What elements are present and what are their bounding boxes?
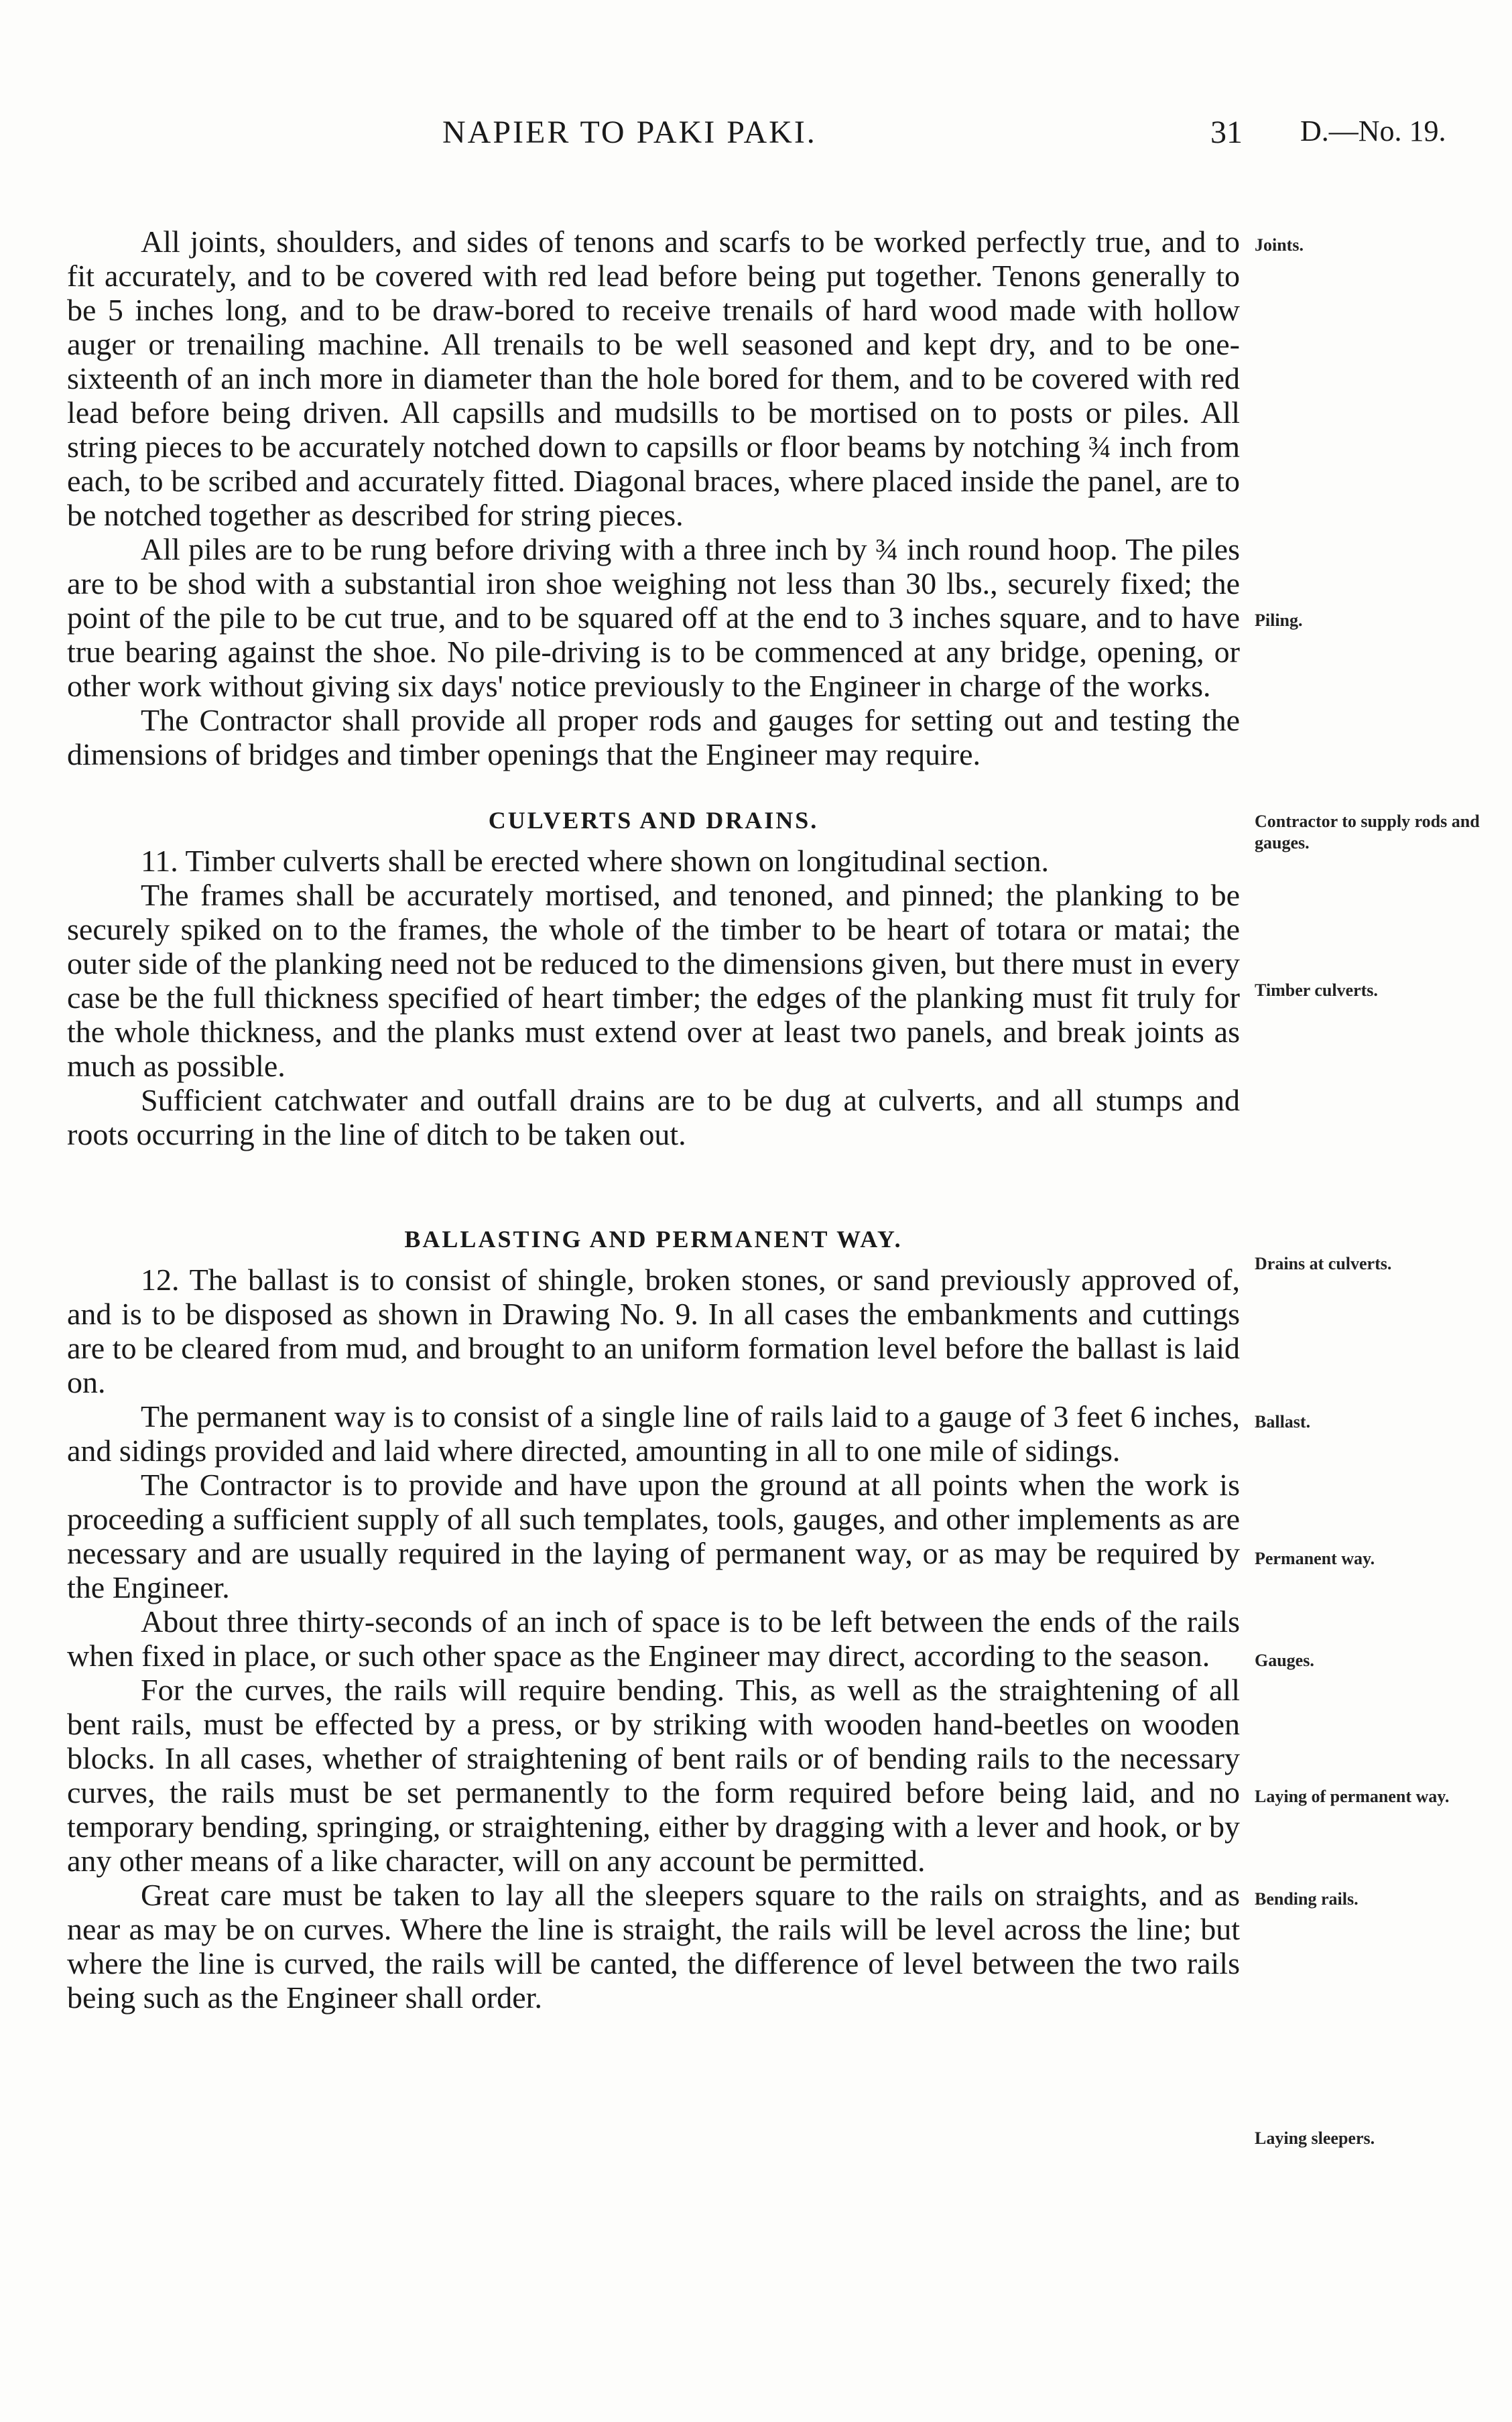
paragraph-permanent-way: The permanent way is to consist of a single line of rails laid to a gauge of 3 feet 6 inches, and sidings provided and laid where directed, amounting in all to one mile of sidings. <box>67 1399 1240 1468</box>
margin-note-joints: Joints. <box>1255 235 1304 255</box>
page-number: 31 <box>1210 115 1243 150</box>
page-header <box>0 114 1512 168</box>
margin-note-gauges: Gauges. <box>1255 1651 1314 1670</box>
margin-note-permanent-way: Permanent way. <box>1255 1549 1375 1568</box>
document-reference: D.—No. 19. <box>1300 115 1446 147</box>
margin-note-contractor: Contractor to supply rods and gauges. <box>1255 812 1480 852</box>
paragraph-timber-culverts: 11. Timber culverts shall be erected where shown on longitudinal section. <box>141 844 1050 878</box>
margin-note-piling: Piling. <box>1255 611 1303 630</box>
main-text <box>67 225 1240 2015</box>
margin-note-timber-culverts: Timber culverts. <box>1255 980 1378 1000</box>
paragraph-rods-gauges: The Contractor shall provide all proper rods and gauges for setting out and testing the dimensions of bridges and timber openings that the Engineer may require. <box>67 703 1240 771</box>
paragraph-gauges: The Contractor is to provide and have upon the ground at all points when the work is proceeding a sufficient supply of all such templates, tools, gauges, and other implements as are necessary and are usually required in the laying of permanent way, or as may be required by the Engineer. <box>67 1468 1240 1604</box>
paragraph-drains: Sufficient catchwater and outfall drains are to be dug at culverts, and all stumps and roots occurring in the line of ditch to be taken out. <box>67 1083 1240 1151</box>
margin-note-bending-rails: Bending rails. <box>1255 1889 1359 1909</box>
running-title: NAPIER TO PAKI PAKI. <box>442 115 817 150</box>
margin-note-ballast: Ballast. <box>1255 1412 1311 1431</box>
heading-culverts-drains: CULVERTS AND DRAINS. <box>488 807 819 834</box>
paragraph-ballast: 12. The ballast is to consist of shingle, broken stones, or sand previously approved of, and is to be disposed as shown in Drawing No. 9. In all cases the embankments and cuttings are to be cleared from mud, and brought to an uniform formation level before the ballast is laid on. <box>67 1263 1240 1399</box>
paragraph-laying-sleepers: Great care must be taken to lay all the sleepers square to the rails on straights, and as near as may be on curves. Where the line is straight, the rails will be level across the line; but where the line is curved, the rails will be canted, the difference of level between the two rails being such as the Engineer shall order. <box>67 1878 1240 2015</box>
margin-note-laying-sleepers: Laying sleepers. <box>1255 2128 1375 2148</box>
paragraph-joints: All joints, shoulders, and sides of tenons and scarfs to be worked perfectly true, and to fit accurately, and to be covered with red lead before being put together. Tenons generally to be 5 inches long, and to be draw-bored to receive trenails of hard wood made with hollow auger or trenailing machine. All trenails to be well seasoned and kept dry, and to be one-sixteenth of an inch more in diameter than the hole bored for them, and to be covered with red lead before being driven. All capsills and mudsills to be mortised on to posts or piles. All string pieces to be accurately notched down to capsills or floor beams by notching ¾ inch from each, to be scribed and accurately fitted. Diagonal braces, where placed inside the panel, are to be notched together as described for string pieces. <box>67 225 1240 532</box>
paragraph-bending-rails: For the curves, the rails will require bending. This, as well as the straightening of all bent rails, must be effected by a press, or by striking with wooden hand-beetles on wooden blocks. In all cases, whether of straightening of bent rails or of bending rails to the necessary curves, the rails must be set permanently to the form required before being laid, and no temporary bending, springing, or straightening, either by dragging with a lever and hook, or by any other means of a like character, will on any account be permitted. <box>67 1673 1240 1878</box>
paragraph-piling: All piles are to be rung before driving with a three inch by ¾ inch round hoop. The piles are to be shod with a substantial iron shoe weighing not less than 30 lbs., securely fixed; the point of the pile to be cut true, and to be squared off at the end to 3 inches square, and to have true bearing against the shoe. No pile-driving is to be commenced at any bridge, opening, or other work without giving six days' notice previously to the Engineer in charge of the works. <box>67 532 1240 703</box>
heading-ballasting: BALLASTING AND PERMANENT WAY. <box>404 1226 903 1253</box>
margin-note-laying-permanent-way: Laying of permanent way. <box>1255 1787 1450 1806</box>
paragraph-laying-permanent-way: About three thirty-seconds of an inch of space is to be left between the ends of the rails when fixed in place, or such other space as the Engineer may direct, according to the season. <box>67 1604 1240 1673</box>
paragraph-culvert-frames: The frames shall be accurately mortised, and tenoned, and pinned; the planking to be securely spiked on to the frames, the whole of the timber to be heart of totara or matai; the outer side of the planking need not be reduced to the dimensions given, but there must in every case be the full thickness specified of heart timber; the edges of the planking must fit truly for the whole thickness, and the planks must extend over at least two panels, and break joints as much as possible. <box>67 878 1240 1083</box>
margin-note-drains: Drains at culverts. <box>1255 1254 1392 1273</box>
